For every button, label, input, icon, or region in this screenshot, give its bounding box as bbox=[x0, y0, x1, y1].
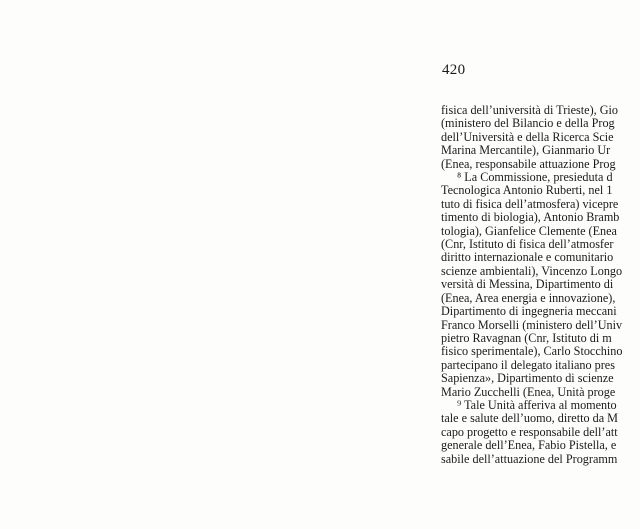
text-line: generale dell’Enea, Fabio Pistella, e bbox=[441, 438, 617, 453]
text-line: (ministero del Bilancio e della Prog bbox=[441, 116, 615, 131]
text-line: Tecnologica Antonio Ruberti, nel 1 bbox=[441, 183, 613, 198]
text-line: (Cnr, Istituto di fisica dell’atmosfer bbox=[441, 237, 614, 252]
text-line: tuto di fisica dell’atmosfera) vicepre bbox=[441, 196, 619, 211]
text-line: fisica dell’università di Trieste), Gio bbox=[441, 104, 619, 117]
text-line: dell’Università e della Ricerca Scie bbox=[441, 129, 614, 144]
text-line: timento di biologia), Antonio Bramb bbox=[441, 210, 620, 225]
text-line: partecipano il delegato italiano pres bbox=[441, 357, 615, 372]
text-line: scienze ambientali), Vincenzo Longo bbox=[441, 263, 623, 278]
text-line: ⁹ Tale Unità afferiva al momento bbox=[457, 397, 617, 412]
text-line: (Enea, responsabile attuazione Prog bbox=[441, 156, 616, 171]
text-line: diritto internazionale e comunitario bbox=[441, 250, 614, 265]
text-line: ⁸ La Commissione, presieduta d bbox=[457, 170, 613, 185]
text-line: (Enea, Area energia e innovazione), bbox=[441, 290, 616, 305]
text-line: Marina Mercantile), Gianmario Ur bbox=[441, 143, 611, 158]
text-line: Franco Morselli (ministero dell’Univ bbox=[441, 317, 623, 332]
text-line: tale e salute dell’uomo, diretto da M bbox=[441, 411, 619, 426]
text-line: pietro Ravagnan (Cnr, Istituto di m bbox=[441, 330, 612, 345]
text-line: capo progetto e responsabile dell’att bbox=[441, 424, 618, 439]
text-line: versità di Messina, Dipartimento di bbox=[441, 277, 614, 292]
text-line: fisico sperimentale), Carlo Stocchino bbox=[441, 344, 623, 359]
text-line: Dipartimento di ingegneria meccani bbox=[441, 304, 617, 319]
footnote-text-block bbox=[441, 104, 640, 466]
page-number: 420 bbox=[442, 62, 466, 78]
text-line: tologia), Gianfelice Clemente (Enea bbox=[441, 223, 617, 238]
text-line: sabile dell’attuazione del Programm bbox=[441, 451, 618, 466]
text-line: Sapienza», Dipartimento di scienze bbox=[441, 371, 614, 386]
text-line: Mario Zucchelli (Enea, Unità proge bbox=[441, 384, 616, 399]
